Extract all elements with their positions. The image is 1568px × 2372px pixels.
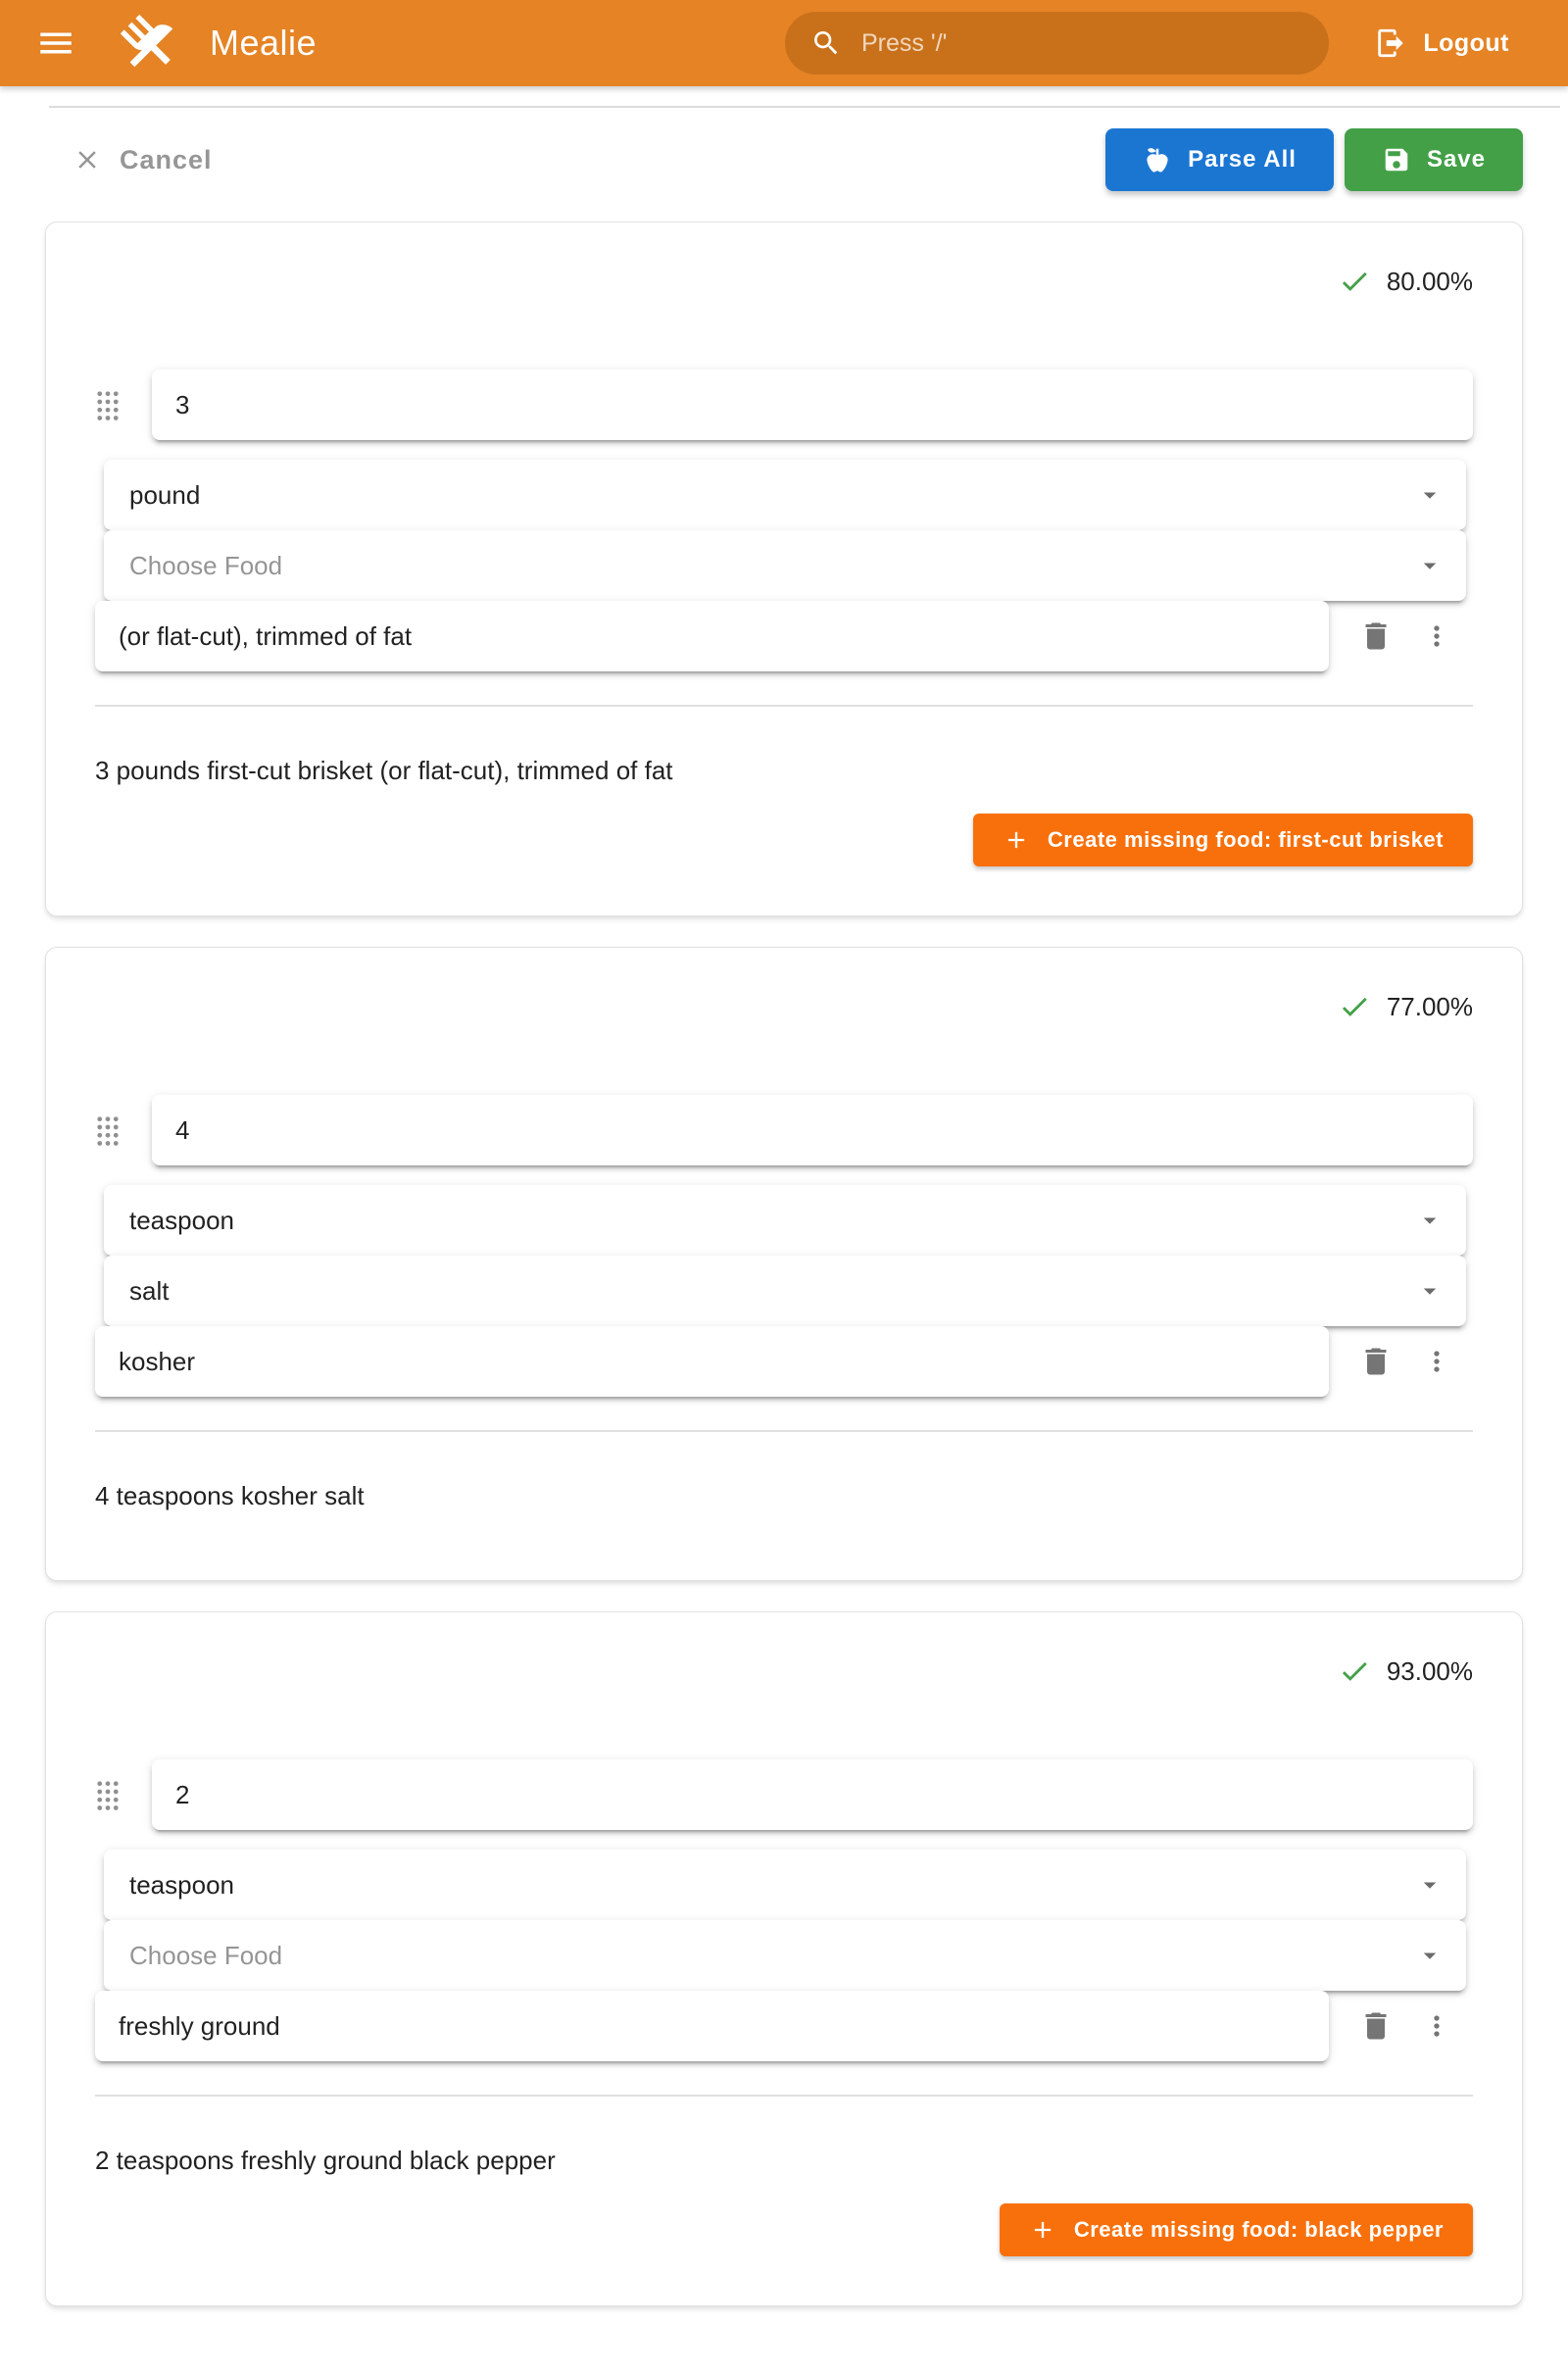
confidence-row [95, 262, 1473, 301]
parse-all-label: Parse All [1188, 146, 1297, 173]
create-missing-food-button[interactable] [973, 814, 1473, 866]
hamburger-menu-icon[interactable] [35, 23, 76, 64]
search-input[interactable] [859, 28, 1319, 59]
app-title: Mealie [210, 23, 318, 63]
chevron-down-icon [1415, 1941, 1445, 1970]
confidence-value: 77.00% [1386, 991, 1473, 1021]
confidence-value: 80.00% [1386, 266, 1473, 296]
delete-ingredient-button[interactable] [1352, 1338, 1399, 1385]
check-icon [1338, 990, 1371, 1023]
field-group [95, 370, 1473, 671]
note-input[interactable] [95, 601, 1329, 671]
delete-ingredient-button[interactable] [1352, 613, 1399, 660]
search-icon [810, 27, 842, 59]
ingredient-card-1 [45, 222, 1523, 916]
confidence-row [95, 1652, 1473, 1691]
chevron-down-icon [1415, 480, 1445, 510]
mealie-logo-icon[interactable] [114, 11, 184, 75]
food-select[interactable] [104, 1920, 1466, 1991]
missing-food-row [95, 814, 1473, 866]
note-row [95, 1326, 1473, 1397]
trash-icon [1358, 1344, 1394, 1379]
drag-handle-icon[interactable] [95, 1114, 121, 1147]
handle-column [95, 1779, 152, 1811]
quantity-input[interactable] [152, 370, 1473, 440]
chevron-down-icon [1415, 1206, 1445, 1235]
original-ingredient-text: 2 teaspoons freshly ground black pepper [95, 2146, 556, 2175]
chevron-down-icon [1415, 1870, 1445, 1900]
logout-icon [1374, 26, 1407, 60]
quantity-input[interactable] [152, 1759, 1473, 1830]
cancel-label: Cancel [120, 144, 213, 174]
save-button[interactable] [1345, 128, 1523, 191]
main-content [0, 128, 1568, 2306]
save-icon [1382, 145, 1411, 174]
more-options-button[interactable] [1413, 613, 1460, 660]
header-divider [49, 106, 1560, 108]
field-group [95, 1095, 1473, 1397]
unit-select[interactable] [104, 1185, 1466, 1256]
close-icon [73, 145, 102, 174]
food-select[interactable] [104, 1256, 1466, 1326]
card-divider [95, 2095, 1473, 2097]
more-options-button[interactable] [1413, 2002, 1460, 2050]
plus-icon [1029, 2216, 1056, 2244]
kebab-menu-icon [1421, 620, 1452, 652]
quantity-row [95, 1759, 1473, 1830]
trash-icon [1358, 2008, 1394, 2044]
delete-ingredient-button[interactable] [1352, 2002, 1399, 2050]
logout-label: Logout [1423, 28, 1509, 57]
trash-icon [1358, 618, 1394, 654]
card-divider [95, 705, 1473, 707]
confidence-value: 93.00% [1386, 1655, 1473, 1686]
note-input[interactable] [95, 1326, 1329, 1397]
cancel-button[interactable] [73, 145, 213, 175]
save-label: Save [1426, 146, 1486, 173]
note-row [95, 601, 1473, 671]
unit-select[interactable] [104, 460, 1466, 530]
check-icon [1338, 265, 1371, 298]
original-ingredient-text: 4 teaspoons kosher salt [95, 1481, 365, 1510]
kebab-menu-icon [1421, 1346, 1452, 1377]
parse-all-button[interactable] [1105, 128, 1334, 191]
confidence-row [95, 987, 1473, 1026]
original-ingredient-text: 3 pounds first-cut brisket (or flat-cut), trimmed of fat [95, 756, 673, 785]
unit-select[interactable] [104, 1850, 1466, 1920]
ingredient-card-3 [45, 1611, 1523, 2306]
food-select[interactable] [104, 530, 1466, 601]
food-placeholder: Choose Food [129, 1940, 283, 1970]
more-options-button[interactable] [1413, 1338, 1460, 1385]
note-row [95, 1991, 1473, 2061]
logout-button[interactable] [1374, 0, 1509, 86]
toolbar [45, 128, 1523, 191]
handle-column [95, 389, 152, 421]
quantity-row [95, 370, 1473, 440]
field-group [95, 1759, 1473, 2061]
search-bar[interactable] [785, 12, 1329, 74]
food-value: salt [129, 1275, 170, 1306]
drag-handle-icon[interactable] [95, 389, 121, 421]
chevron-down-icon [1415, 551, 1445, 580]
apple-icon [1143, 145, 1172, 174]
create-missing-food-label: Create missing food: first-cut brisket [1047, 827, 1444, 852]
missing-food-row [95, 2203, 1473, 2256]
drag-handle-icon[interactable] [95, 1779, 121, 1811]
quantity-input[interactable] [152, 1095, 1473, 1165]
food-placeholder: Choose Food [129, 550, 283, 580]
quantity-row [95, 1095, 1473, 1165]
check-icon [1338, 1655, 1371, 1688]
note-input[interactable] [95, 1991, 1329, 2061]
app-header [0, 0, 1568, 86]
unit-value: teaspoon [129, 1205, 234, 1235]
ingredient-card-2 [45, 947, 1523, 1581]
kebab-menu-icon [1421, 2010, 1452, 2042]
unit-value: pound [129, 479, 201, 510]
plus-icon [1003, 826, 1030, 854]
create-missing-food-button[interactable] [1000, 2203, 1473, 2256]
card-divider [95, 1430, 1473, 1432]
unit-value: teaspoon [129, 1869, 234, 1900]
handle-column [95, 1114, 152, 1147]
create-missing-food-label: Create missing food: black pepper [1073, 2217, 1444, 2242]
chevron-down-icon [1415, 1276, 1445, 1306]
